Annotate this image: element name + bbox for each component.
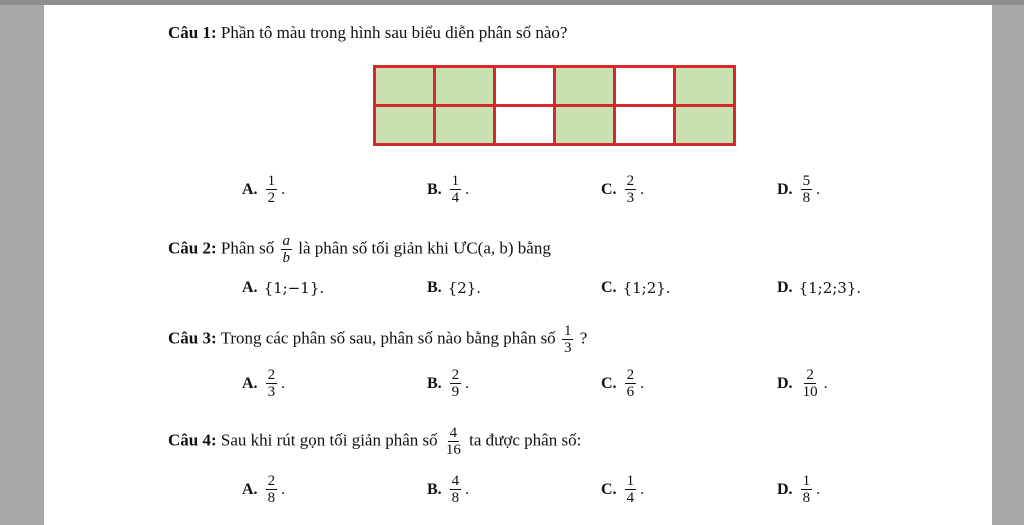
q1-option-b[interactable]	[427, 173, 469, 206]
option-punct: .	[823, 374, 828, 392]
option-punct: .	[465, 374, 470, 392]
denominator: 10	[802, 384, 818, 400]
option-letter: B.	[427, 180, 442, 198]
numerator: 2	[267, 473, 276, 489]
option-letter: B.	[427, 374, 442, 392]
denominator: 3	[626, 190, 635, 206]
numerator: 2	[267, 367, 276, 383]
question-4	[168, 425, 581, 458]
question-3	[168, 323, 587, 356]
grid-cell-empty	[496, 107, 553, 143]
q4-option-c[interactable]	[601, 473, 644, 506]
option-punct: .	[281, 374, 286, 392]
denominator: b	[282, 250, 291, 266]
option-letter: A.	[242, 279, 258, 296]
grid-cell-shaded	[436, 107, 493, 143]
numerator: 1	[451, 173, 460, 189]
option-fraction	[801, 473, 813, 506]
option-letter: B.	[427, 279, 442, 296]
option-set: {1;−1}.	[263, 279, 325, 297]
question-1-label: Câu 1:	[168, 23, 217, 42]
denominator: 8	[451, 490, 460, 506]
q4-option-b[interactable]	[427, 473, 469, 506]
q3-option-b[interactable]	[427, 367, 469, 400]
numerator: 2	[626, 173, 635, 189]
grid-cell-shaded	[556, 68, 613, 104]
option-punct: .	[640, 480, 645, 498]
option-fraction	[801, 173, 813, 206]
question-1	[168, 23, 567, 43]
numerator: 1	[626, 473, 635, 489]
denominator: 8	[267, 490, 276, 506]
denominator: 16	[445, 442, 461, 458]
denominator: 4	[626, 490, 635, 506]
option-punct: .	[465, 480, 470, 498]
document-page	[44, 5, 992, 525]
question-3-text-after: ?	[579, 328, 588, 348]
option-letter: D.	[777, 480, 793, 498]
question-3-text-before: Trong các phân số sau, phân số nào bằng phân số	[220, 328, 556, 348]
q1-option-d[interactable]	[777, 173, 820, 206]
option-set: {2}.	[447, 279, 482, 297]
question-3-label: Câu 3:	[168, 328, 217, 348]
numerator: 2	[626, 367, 635, 383]
option-letter: D.	[777, 279, 793, 296]
q1-option-a[interactable]	[242, 173, 285, 206]
denominator: 8	[802, 490, 811, 506]
grid-cell-shaded	[376, 68, 433, 104]
question-2-text-after: là phân số tối giản khi ƯC(a, b) bằng	[298, 238, 551, 258]
grid-cell-empty	[496, 68, 553, 104]
grid-cell-shaded	[436, 68, 493, 104]
numerator: 1	[267, 173, 276, 189]
numerator: 4	[451, 473, 460, 489]
numerator: 2	[806, 367, 814, 383]
denominator: 4	[451, 190, 460, 206]
option-letter: C.	[601, 374, 617, 392]
option-punct: .	[281, 480, 286, 498]
option-fraction	[625, 173, 637, 206]
option-letter: A.	[242, 480, 258, 498]
question-2-text-before: Phân số	[220, 238, 275, 258]
question-2-label: Câu 2:	[168, 238, 217, 258]
option-letter: A.	[242, 374, 258, 392]
denominator: 6	[626, 384, 635, 400]
question-4-fraction	[444, 425, 463, 458]
q2-option-d[interactable]	[777, 279, 861, 297]
q3-option-a[interactable]	[242, 367, 285, 400]
denominator: 9	[451, 384, 460, 400]
option-fraction	[801, 367, 820, 400]
q2-option-c[interactable]	[601, 279, 671, 297]
q2-option-b[interactable]	[427, 279, 481, 297]
option-fraction	[266, 173, 278, 206]
option-fraction	[266, 367, 278, 400]
denominator: 2	[267, 190, 276, 206]
q4-option-a[interactable]	[242, 473, 285, 506]
numerator: a	[282, 233, 291, 249]
q2-option-a[interactable]	[242, 279, 324, 297]
question-2-fraction	[281, 233, 293, 266]
option-letter: B.	[427, 480, 442, 498]
option-set: {1;2}.	[622, 279, 671, 297]
option-fraction	[450, 367, 462, 400]
q1-option-c[interactable]	[601, 173, 644, 206]
grid-cell-empty	[616, 68, 673, 104]
grid-cell-shaded	[676, 107, 733, 143]
option-fraction	[450, 473, 462, 506]
option-letter: A.	[242, 180, 258, 198]
denominator: 3	[563, 340, 572, 356]
question-3-fraction	[562, 323, 574, 356]
q3-option-c[interactable]	[601, 367, 644, 400]
option-punct: .	[816, 180, 821, 198]
option-fraction	[450, 173, 462, 206]
option-letter: C.	[601, 279, 617, 296]
numerator: 1	[563, 323, 572, 339]
question-4-text-after: ta được phân số:	[469, 430, 582, 450]
numerator: 5	[802, 173, 811, 189]
grid-cell-empty	[616, 107, 673, 143]
question-2	[168, 233, 551, 266]
option-punct: .	[816, 480, 821, 498]
option-punct: .	[281, 180, 286, 198]
option-letter: C.	[601, 180, 617, 198]
q4-option-d[interactable]	[777, 473, 820, 506]
question-4-label: Câu 4:	[168, 430, 217, 450]
denominator: 3	[267, 384, 276, 400]
option-punct: .	[640, 374, 645, 392]
option-punct: .	[465, 180, 470, 198]
option-set: {1;2;3}.	[798, 279, 862, 297]
option-letter: D.	[777, 180, 793, 198]
option-fraction	[625, 473, 637, 506]
option-letter: C.	[601, 480, 617, 498]
denominator: 8	[802, 190, 811, 206]
grid-cell-shaded	[376, 107, 433, 143]
question-4-text-before: Sau khi rút gọn tối giản phân số	[220, 430, 438, 450]
numerator: 1	[802, 473, 811, 489]
q3-option-d[interactable]	[777, 367, 828, 400]
grid-cell-shaded	[676, 68, 733, 104]
option-punct: .	[640, 180, 645, 198]
numerator: 2	[451, 367, 460, 383]
option-fraction	[266, 473, 278, 506]
grid-cell-shaded	[556, 107, 613, 143]
numerator: 4	[449, 425, 458, 441]
question-1-text: Phần tô màu trong hình sau biểu diễn phân số nào?	[220, 23, 568, 42]
fraction-figure-grid	[373, 65, 736, 146]
option-letter: D.	[777, 374, 793, 392]
option-fraction	[625, 367, 637, 400]
